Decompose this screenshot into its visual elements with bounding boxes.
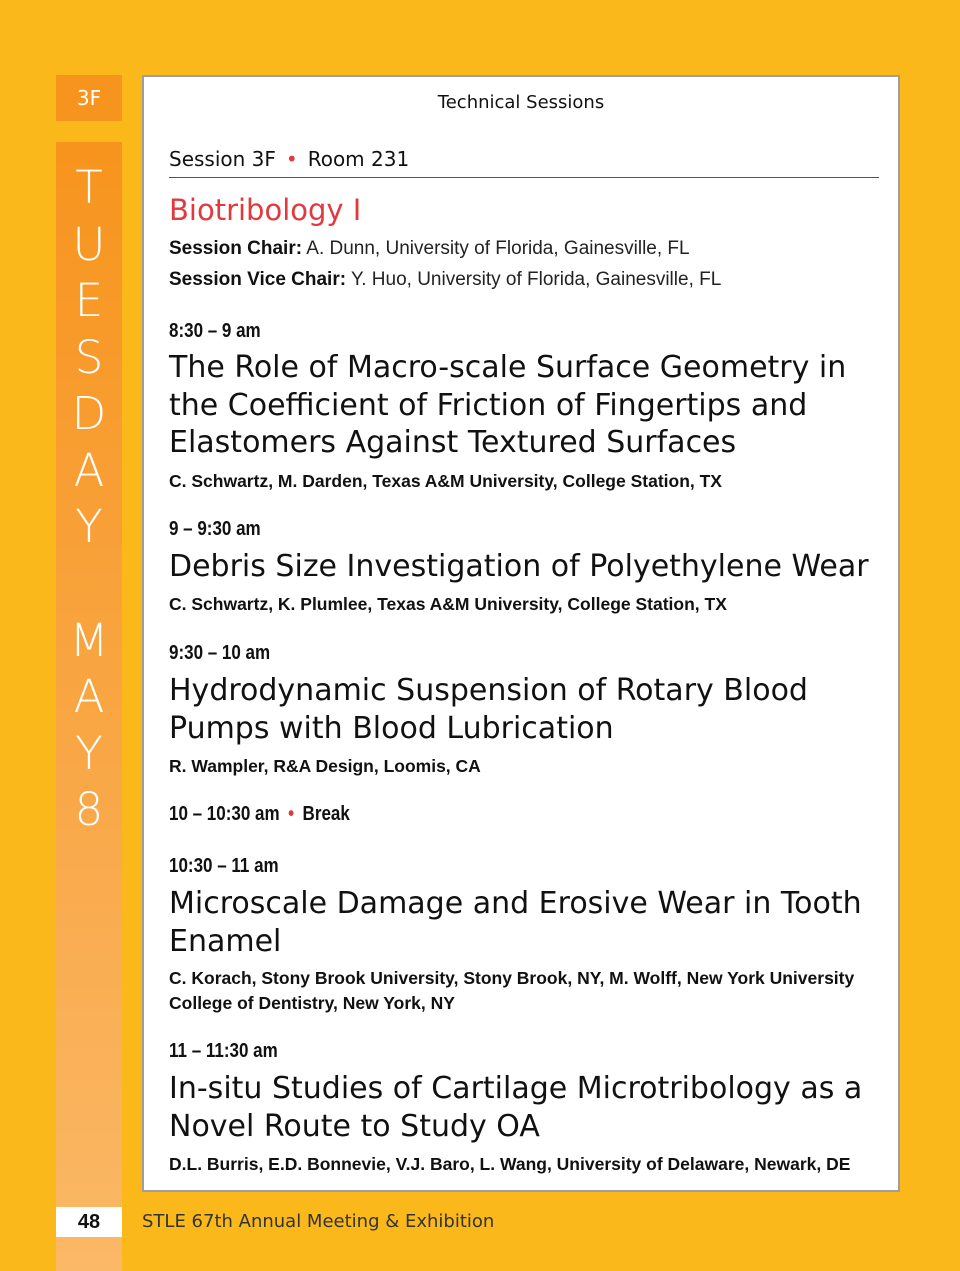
- talk-authors: D.L. Burris, E.D. Bonnevie, V.J. Baro, L. Wang, University of Delaware, Newark, DE: [169, 1154, 851, 1174]
- session-code: Session 3F: [169, 147, 276, 171]
- vice-chair-value: Y. Huo, University of Florida, Gainesville, FL: [346, 269, 722, 290]
- date-letter: Y: [75, 726, 103, 780]
- vice-chair-label: Session Vice Chair:: [169, 269, 347, 290]
- talk-time: 9:30 – 10 am: [169, 642, 271, 664]
- day-letter: U: [72, 217, 106, 271]
- day-letter: D: [71, 387, 107, 440]
- talk-title: The Role of Macro-scale Surface Geometry in the Coefficient of Friction of Fingertips and Elastomers Against Textured Surfaces: [169, 350, 847, 460]
- session-panel: [142, 75, 900, 1192]
- section-label: Technical Sessions: [437, 92, 605, 113]
- talk-title: Debris Size Investigation of Polyethylene Wear: [169, 549, 869, 584]
- talk-time: 11 – 11:30 am: [169, 1040, 278, 1062]
- talk-time: 10:30 – 11 am: [169, 855, 279, 877]
- break-time: 10 – 10:30 am: [169, 803, 280, 825]
- session-tab-code: 3F: [56, 75, 122, 121]
- talk-title: Hydrodynamic Suspension of Rotary Blood Pumps with Blood Lubrication: [169, 673, 808, 746]
- footer-text: STLE 67th Annual Meeting & Exhibition: [142, 1211, 495, 1232]
- separator-dot: •: [288, 803, 295, 825]
- session-title: Biotribology I: [169, 193, 362, 227]
- talk-authors: C. Schwartz, M. Darden, Texas A&M University, College Station, TX: [169, 471, 722, 491]
- separator-dot: •: [285, 147, 298, 171]
- day-letter: E: [74, 274, 104, 327]
- day-letter: T: [75, 161, 103, 214]
- talk-time: 8:30 – 9 am: [169, 320, 261, 342]
- talk-authors: R. Wampler, R&A Design, Loomis, CA: [169, 756, 481, 776]
- session-room: Room 231: [307, 147, 410, 171]
- date-letter: 8: [74, 783, 104, 836]
- chair-label: Session Chair:: [169, 238, 303, 259]
- chair-value: A. Dunn, University of Florida, Gainesville, FL: [302, 238, 690, 259]
- talk-title: In-situ Studies of Cartilage Microtribology as a Novel Route to Study OA: [169, 1071, 863, 1144]
- break-row: [169, 803, 350, 826]
- day-letter: Y: [75, 500, 103, 553]
- date-letter: A: [73, 670, 105, 723]
- day-letter: A: [73, 443, 105, 497]
- day-vertical-label: [56, 160, 122, 839]
- page-number: 48: [56, 1207, 122, 1237]
- talk-title: Microscale Damage and Erosive Wear in Tooth Enamel: [169, 886, 862, 959]
- session-chair: [169, 238, 690, 260]
- session-heading: [169, 147, 879, 178]
- break-label: Break: [302, 803, 350, 825]
- talk-authors: C. Schwartz, K. Plumlee, Texas A&M University, College Station, TX: [169, 594, 727, 614]
- session-vice-chair: [169, 269, 721, 291]
- talk-time: 9 – 9:30 am: [169, 518, 261, 540]
- date-letter: M: [69, 613, 109, 667]
- talk-authors: C. Korach, Stony Brook University, Stony Brook, NY, M. Wolff, New York University College of Dentistry, New York, NY: [169, 968, 855, 1013]
- day-letter: S: [74, 330, 104, 384]
